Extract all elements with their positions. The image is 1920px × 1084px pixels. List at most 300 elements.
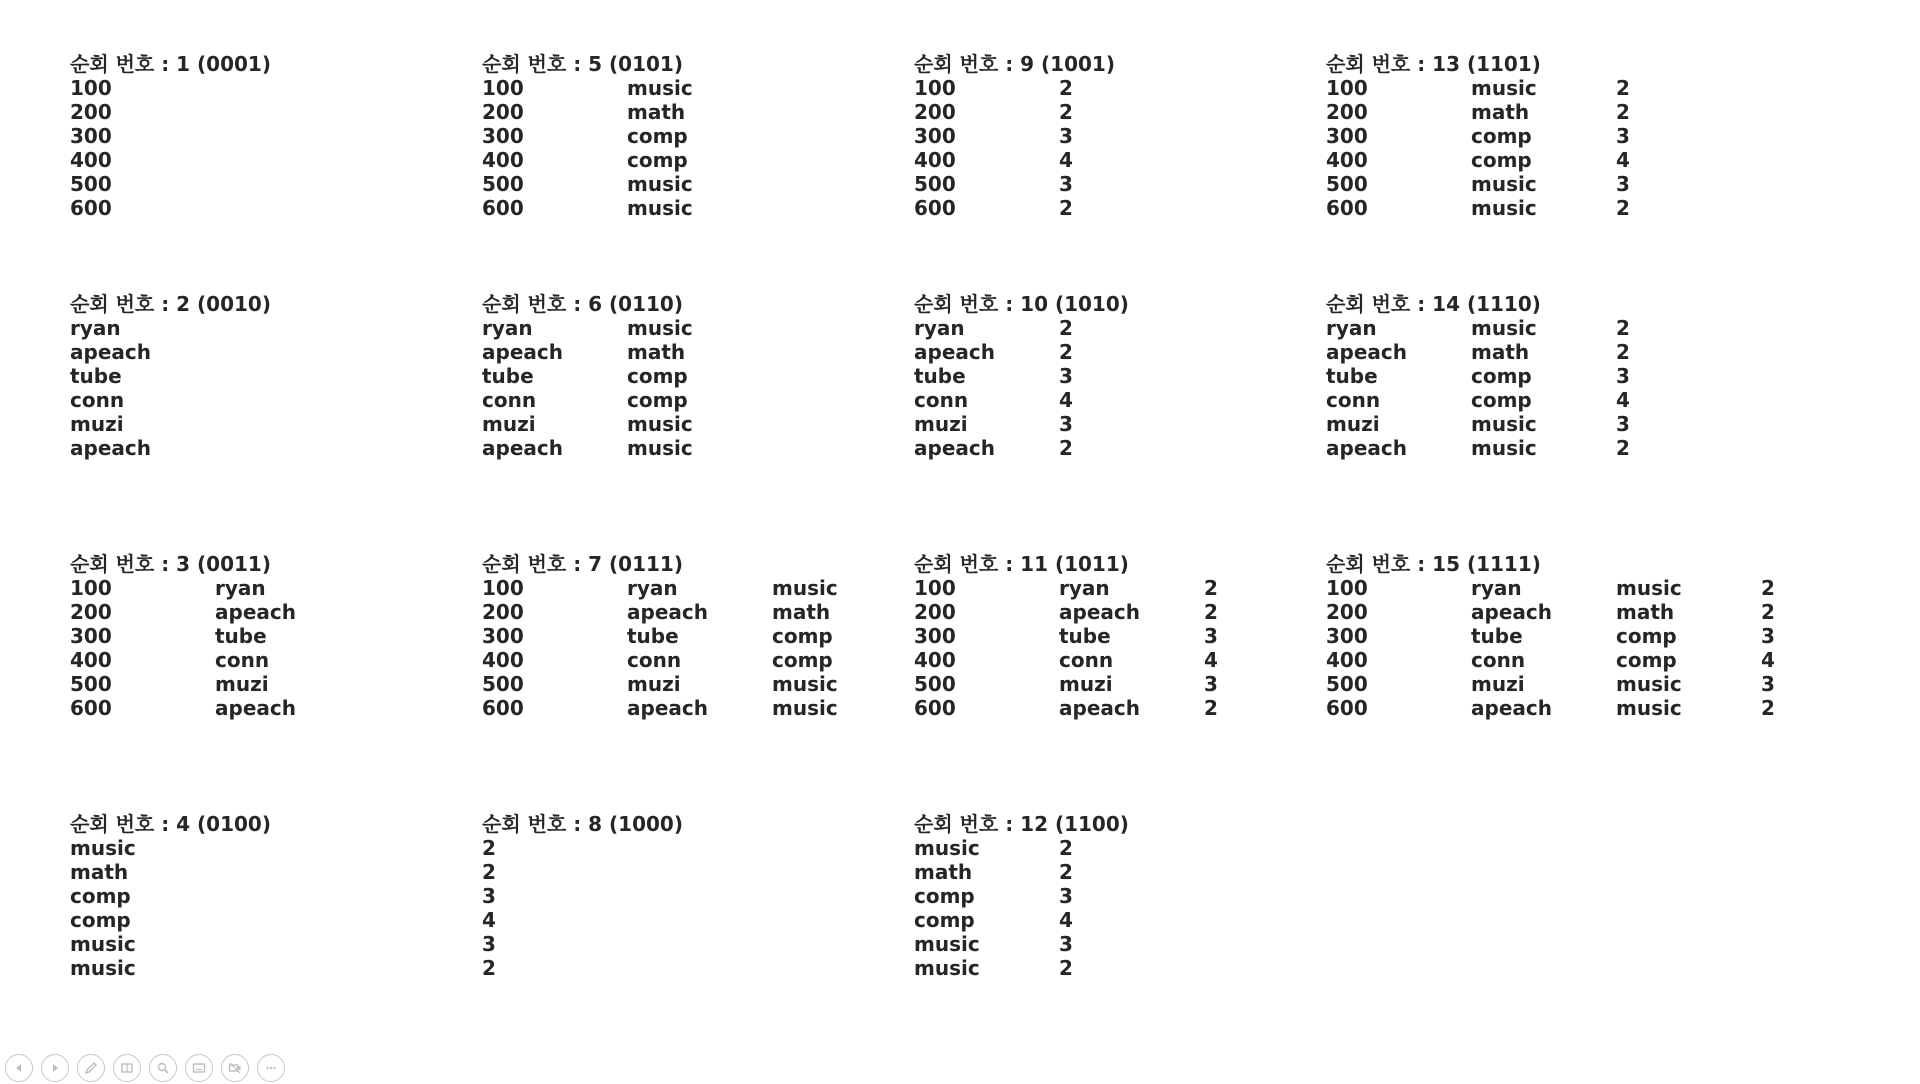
table-row xyxy=(482,648,833,672)
table-cell: tube xyxy=(1059,624,1111,648)
camera-off-icon[interactable] xyxy=(221,1054,249,1082)
table-row xyxy=(1326,648,1775,672)
table-row xyxy=(482,388,688,412)
table-row xyxy=(914,148,1115,172)
table-row xyxy=(70,316,271,340)
table-row xyxy=(482,908,683,932)
table-cell: music xyxy=(627,436,693,460)
table-row xyxy=(70,388,271,412)
table-cell: 4 xyxy=(482,908,496,932)
table-cell: apeach xyxy=(215,600,296,624)
table-cell: 100 xyxy=(1326,576,1368,600)
table-cell: comp xyxy=(1471,124,1532,148)
table-row xyxy=(914,364,1129,388)
table-cell: 300 xyxy=(482,624,524,648)
panel-title: 순회 번호 : 13 (1101) xyxy=(1326,52,1541,76)
table-cell: 4 xyxy=(1761,648,1775,672)
panel-title: 순회 번호 : 12 (1100) xyxy=(914,812,1129,836)
table-cell: 2 xyxy=(1059,76,1073,100)
table-cell: music xyxy=(914,956,980,980)
table-row xyxy=(482,316,693,340)
table-cell: 2 xyxy=(1204,696,1218,720)
table-cell: music xyxy=(1616,672,1682,696)
traversal-panel-6 xyxy=(482,292,693,460)
table-cell: 500 xyxy=(482,172,524,196)
panel-title: 순회 번호 : 5 (0101) xyxy=(482,52,683,76)
table-cell: comp xyxy=(772,648,833,672)
table-cell: 500 xyxy=(914,172,956,196)
table-cell: muzi xyxy=(1471,672,1525,696)
table-cell: 100 xyxy=(1326,76,1368,100)
table-cell: 100 xyxy=(914,576,956,600)
traversal-panel-14 xyxy=(1326,292,1630,460)
table-cell: 400 xyxy=(70,148,112,172)
table-cell: 2 xyxy=(1204,600,1218,624)
table-row xyxy=(482,600,831,624)
table-cell: apeach xyxy=(70,436,151,460)
table-cell: tube xyxy=(1326,364,1378,388)
table-cell: apeach xyxy=(1471,696,1552,720)
table-cell: music xyxy=(1616,576,1682,600)
table-cell: muzi xyxy=(482,412,536,436)
panel-title: 순회 번호 : 1 (0001) xyxy=(70,52,271,76)
table-cell: conn xyxy=(1471,648,1526,672)
table-cell: apeach xyxy=(914,340,995,364)
table-cell: music xyxy=(772,576,838,600)
table-row xyxy=(70,648,271,672)
table-row xyxy=(482,576,838,600)
table-row xyxy=(914,836,1129,860)
table-cell: music xyxy=(914,932,980,956)
table-cell: 3 xyxy=(1059,932,1073,956)
table-cell: muzi xyxy=(1326,412,1380,436)
table-row xyxy=(70,956,271,980)
table-cell: 500 xyxy=(914,672,956,696)
table-cell: ryan xyxy=(482,316,533,340)
table-cell: music xyxy=(1471,412,1537,436)
panel-title: 순회 번호 : 2 (0010) xyxy=(70,292,271,316)
table-row xyxy=(914,388,1129,412)
table-row xyxy=(482,436,693,460)
table-cell: comp xyxy=(1471,388,1532,412)
table-cell: 3 xyxy=(1059,124,1073,148)
table-row xyxy=(70,600,296,624)
table-cell: 100 xyxy=(914,76,956,100)
table-cell: 3 xyxy=(1059,364,1073,388)
table-row xyxy=(1326,364,1630,388)
table-cell: 2 xyxy=(1204,576,1218,600)
table-row xyxy=(914,648,1218,672)
table-row xyxy=(70,436,271,460)
table-cell: music xyxy=(1471,196,1537,220)
table-row xyxy=(1326,600,1775,624)
traversal-panel-2 xyxy=(70,292,271,460)
table-cell: 2 xyxy=(1059,436,1073,460)
table-cell: music xyxy=(1616,696,1682,720)
table-cell: math xyxy=(772,600,831,624)
subtitles-icon[interactable] xyxy=(185,1054,213,1082)
traversal-panel-4 xyxy=(70,812,271,980)
table-cell: 200 xyxy=(70,100,112,124)
table-cell: 4 xyxy=(1616,148,1630,172)
table-cell: conn xyxy=(215,648,270,672)
table-row xyxy=(70,100,271,124)
pen-icon[interactable] xyxy=(77,1054,105,1082)
table-row xyxy=(482,956,683,980)
table-cell: 400 xyxy=(482,648,524,672)
table-row xyxy=(70,696,296,720)
table-cell: 600 xyxy=(1326,696,1368,720)
table-cell: 4 xyxy=(1059,148,1073,172)
table-cell: 3 xyxy=(1616,124,1630,148)
panel-title: 순회 번호 : 14 (1110) xyxy=(1326,292,1541,316)
table-cell: 200 xyxy=(1326,600,1368,624)
traversal-panel-12 xyxy=(914,812,1129,980)
table-row xyxy=(70,340,271,364)
table-row xyxy=(70,624,271,648)
table-cell: 2 xyxy=(1616,100,1630,124)
table-cell: comp xyxy=(914,884,975,908)
table-cell: 400 xyxy=(482,148,524,172)
table-cell: conn xyxy=(1326,388,1381,412)
table-cell: 200 xyxy=(482,600,524,624)
table-cell: 3 xyxy=(1059,412,1073,436)
table-cell: 400 xyxy=(1326,148,1368,172)
table-cell: 600 xyxy=(914,196,956,220)
table-row xyxy=(482,836,683,860)
table-cell: music xyxy=(70,956,136,980)
table-cell: math xyxy=(1616,600,1675,624)
table-row xyxy=(1326,672,1775,696)
table-cell: 2 xyxy=(1616,196,1630,220)
table-cell: music xyxy=(1471,172,1537,196)
table-row xyxy=(914,196,1115,220)
table-row xyxy=(914,600,1218,624)
table-cell: 3 xyxy=(1616,412,1630,436)
table-cell: apeach xyxy=(482,340,563,364)
table-cell: music xyxy=(627,76,693,100)
table-cell: math xyxy=(627,340,686,364)
table-cell: muzi xyxy=(627,672,681,696)
table-cell: math xyxy=(70,860,129,884)
table-row xyxy=(914,932,1129,956)
table-cell: muzi xyxy=(1059,672,1113,696)
table-cell: tube xyxy=(482,364,534,388)
table-row xyxy=(914,316,1129,340)
table-row xyxy=(1326,436,1630,460)
panel-title: 순회 번호 : 4 (0100) xyxy=(70,812,271,836)
table-row xyxy=(482,672,838,696)
table-row xyxy=(1326,172,1630,196)
panel-title: 순회 번호 : 6 (0110) xyxy=(482,292,683,316)
table-cell: comp xyxy=(70,884,131,908)
table-row xyxy=(1326,388,1630,412)
table-row xyxy=(482,364,688,388)
table-cell: 2 xyxy=(1059,196,1073,220)
table-cell: 3 xyxy=(1616,364,1630,388)
table-row xyxy=(914,340,1129,364)
panel-title: 순회 번호 : 8 (1000) xyxy=(482,812,683,836)
table-cell: 200 xyxy=(914,100,956,124)
table-cell: music xyxy=(1471,436,1537,460)
table-cell: 200 xyxy=(914,600,956,624)
table-row xyxy=(482,124,688,148)
table-cell: apeach xyxy=(914,436,995,460)
table-cell: ryan xyxy=(1059,576,1110,600)
table-cell: 500 xyxy=(1326,172,1368,196)
table-cell: muzi xyxy=(70,412,124,436)
table-cell: 3 xyxy=(1059,172,1073,196)
table-cell: math xyxy=(627,100,686,124)
table-row xyxy=(482,412,693,436)
traversal-panel-10 xyxy=(914,292,1129,460)
table-cell: 200 xyxy=(1326,100,1368,124)
zoom-icon[interactable] xyxy=(149,1054,177,1082)
table-row xyxy=(1326,412,1630,436)
table-cell: 2 xyxy=(1761,576,1775,600)
table-cell: conn xyxy=(627,648,682,672)
previous-slide-icon[interactable] xyxy=(5,1054,33,1082)
table-row xyxy=(1326,696,1775,720)
table-cell: 3 xyxy=(482,932,496,956)
table-row xyxy=(1326,624,1775,648)
table-row xyxy=(1326,316,1630,340)
table-cell: apeach xyxy=(627,696,708,720)
table-cell: 2 xyxy=(1059,316,1073,340)
table-row xyxy=(1326,196,1630,220)
table-row xyxy=(482,624,833,648)
table-row xyxy=(70,672,271,696)
table-row xyxy=(1326,340,1630,364)
table-cell: 2 xyxy=(1059,860,1073,884)
table-cell: 2 xyxy=(1616,316,1630,340)
table-row xyxy=(482,884,683,908)
table-row xyxy=(914,672,1218,696)
table-cell: comp xyxy=(914,908,975,932)
table-row xyxy=(482,196,693,220)
table-cell: 600 xyxy=(482,196,524,220)
table-cell: conn xyxy=(482,388,537,412)
table-cell: 300 xyxy=(1326,624,1368,648)
table-row xyxy=(914,412,1129,436)
table-cell: 300 xyxy=(914,124,956,148)
table-cell: math xyxy=(1471,100,1530,124)
table-cell: apeach xyxy=(482,436,563,460)
table-cell: 300 xyxy=(70,624,112,648)
table-cell: 100 xyxy=(482,576,524,600)
table-cell: ryan xyxy=(914,316,965,340)
table-cell: 200 xyxy=(482,100,524,124)
table-row xyxy=(70,76,271,100)
table-cell: tube xyxy=(70,364,122,388)
table-row xyxy=(482,932,683,956)
table-cell: 4 xyxy=(1616,388,1630,412)
table-cell: 2 xyxy=(1616,76,1630,100)
table-cell: 2 xyxy=(482,836,496,860)
table-cell: 2 xyxy=(1059,956,1073,980)
table-cell: 600 xyxy=(482,696,524,720)
panel-title: 순회 번호 : 10 (1010) xyxy=(914,292,1129,316)
table-cell: music xyxy=(772,672,838,696)
table-cell: muzi xyxy=(215,672,269,696)
table-cell: math xyxy=(914,860,973,884)
table-cell: conn xyxy=(914,388,969,412)
next-slide-icon[interactable] xyxy=(41,1054,69,1082)
table-row xyxy=(482,860,683,884)
panel-title: 순회 번호 : 7 (0111) xyxy=(482,552,683,576)
table-cell: music xyxy=(627,172,693,196)
table-cell: music xyxy=(627,412,693,436)
table-row xyxy=(70,576,271,600)
table-row xyxy=(914,172,1115,196)
table-cell: 3 xyxy=(1204,672,1218,696)
table-row xyxy=(1326,100,1630,124)
table-cell: comp xyxy=(627,148,688,172)
table-row xyxy=(914,908,1129,932)
table-cell: 300 xyxy=(482,124,524,148)
table-cell: music xyxy=(1471,316,1537,340)
panel-title: 순회 번호 : 3 (0011) xyxy=(70,552,271,576)
table-cell: 2 xyxy=(1616,340,1630,364)
table-cell: apeach xyxy=(70,340,151,364)
table-cell: apeach xyxy=(1326,436,1407,460)
table-cell: ryan xyxy=(1326,316,1377,340)
table-row xyxy=(914,860,1129,884)
table-cell: 500 xyxy=(1326,672,1368,696)
traversal-panel-5 xyxy=(482,52,693,220)
table-cell: ryan xyxy=(70,316,121,340)
table-cell: 4 xyxy=(1059,908,1073,932)
traversal-panel-9 xyxy=(914,52,1115,220)
table-cell: comp xyxy=(627,364,688,388)
table-row xyxy=(1326,148,1630,172)
panel-title: 순회 번호 : 9 (1001) xyxy=(914,52,1115,76)
table-row xyxy=(1326,124,1630,148)
table-row xyxy=(482,148,688,172)
table-cell: tube xyxy=(914,364,966,388)
table-cell: 100 xyxy=(70,576,112,600)
table-cell: 200 xyxy=(70,600,112,624)
table-row xyxy=(914,76,1115,100)
table-cell: conn xyxy=(1059,648,1114,672)
table-cell: comp xyxy=(627,388,688,412)
table-cell: ryan xyxy=(627,576,678,600)
table-row xyxy=(70,148,271,172)
table-row xyxy=(482,172,693,196)
table-row xyxy=(70,884,271,908)
table-cell: comp xyxy=(1616,648,1677,672)
traversal-panel-1 xyxy=(70,52,271,220)
table-cell: 2 xyxy=(1616,436,1630,460)
table-cell: apeach xyxy=(1471,600,1552,624)
table-row xyxy=(70,124,271,148)
table-row xyxy=(70,860,271,884)
slides-grid-icon[interactable] xyxy=(113,1054,141,1082)
traversal-panel-8 xyxy=(482,812,683,980)
table-cell: ryan xyxy=(1471,576,1522,600)
traversal-panel-7 xyxy=(482,552,838,720)
table-cell: music xyxy=(627,196,693,220)
table-cell: 3 xyxy=(1059,884,1073,908)
table-cell: tube xyxy=(215,624,267,648)
table-cell: 4 xyxy=(1059,388,1073,412)
table-row xyxy=(70,908,271,932)
table-cell: music xyxy=(627,316,693,340)
table-row xyxy=(914,436,1129,460)
table-cell: 300 xyxy=(1326,124,1368,148)
table-row xyxy=(70,196,271,220)
table-cell: comp xyxy=(1471,148,1532,172)
table-cell: 2 xyxy=(1059,100,1073,124)
table-row xyxy=(482,696,838,720)
panel-title: 순회 번호 : 11 (1011) xyxy=(914,552,1129,576)
table-cell: tube xyxy=(1471,624,1523,648)
table-row xyxy=(914,696,1218,720)
table-cell: 400 xyxy=(70,648,112,672)
table-cell: music xyxy=(1471,76,1537,100)
table-row xyxy=(914,956,1129,980)
table-cell: comp xyxy=(70,908,131,932)
table-row xyxy=(70,836,271,860)
table-cell: music xyxy=(70,836,136,860)
table-cell: 2 xyxy=(482,860,496,884)
table-cell: 3 xyxy=(1204,624,1218,648)
more-options-icon[interactable] xyxy=(257,1054,285,1082)
traversal-panel-11 xyxy=(914,552,1218,720)
table-cell: 3 xyxy=(1761,672,1775,696)
table-cell: tube xyxy=(627,624,679,648)
table-cell: music xyxy=(70,932,136,956)
table-cell: 2 xyxy=(1059,836,1073,860)
traversal-panel-3 xyxy=(70,552,296,720)
table-cell: 400 xyxy=(1326,648,1368,672)
table-cell: 300 xyxy=(70,124,112,148)
table-cell: 500 xyxy=(70,172,112,196)
table-cell: 2 xyxy=(1761,600,1775,624)
table-cell: 2 xyxy=(482,956,496,980)
table-cell: comp xyxy=(1616,624,1677,648)
table-row xyxy=(482,100,686,124)
table-cell: 400 xyxy=(914,148,956,172)
table-row xyxy=(70,932,271,956)
table-cell: muzi xyxy=(914,412,968,436)
table-row xyxy=(482,340,686,364)
traversal-panel-15 xyxy=(1326,552,1775,720)
table-cell: 300 xyxy=(914,624,956,648)
table-cell: conn xyxy=(70,388,125,412)
panel-title: 순회 번호 : 15 (1111) xyxy=(1326,552,1541,576)
table-row xyxy=(914,576,1218,600)
table-row xyxy=(70,412,271,436)
table-row xyxy=(914,100,1115,124)
table-cell: 2 xyxy=(1761,696,1775,720)
table-cell: 100 xyxy=(482,76,524,100)
table-cell: apeach xyxy=(1326,340,1407,364)
table-cell: ryan xyxy=(215,576,266,600)
table-cell: comp xyxy=(772,624,833,648)
table-cell: apeach xyxy=(1059,696,1140,720)
table-cell: 3 xyxy=(1616,172,1630,196)
table-row xyxy=(914,624,1218,648)
table-cell: 500 xyxy=(482,672,524,696)
table-cell: 3 xyxy=(482,884,496,908)
table-cell: apeach xyxy=(1059,600,1140,624)
table-cell: comp xyxy=(627,124,688,148)
table-row xyxy=(482,76,693,100)
table-row xyxy=(70,172,271,196)
table-row xyxy=(1326,76,1630,100)
table-cell: 600 xyxy=(1326,196,1368,220)
